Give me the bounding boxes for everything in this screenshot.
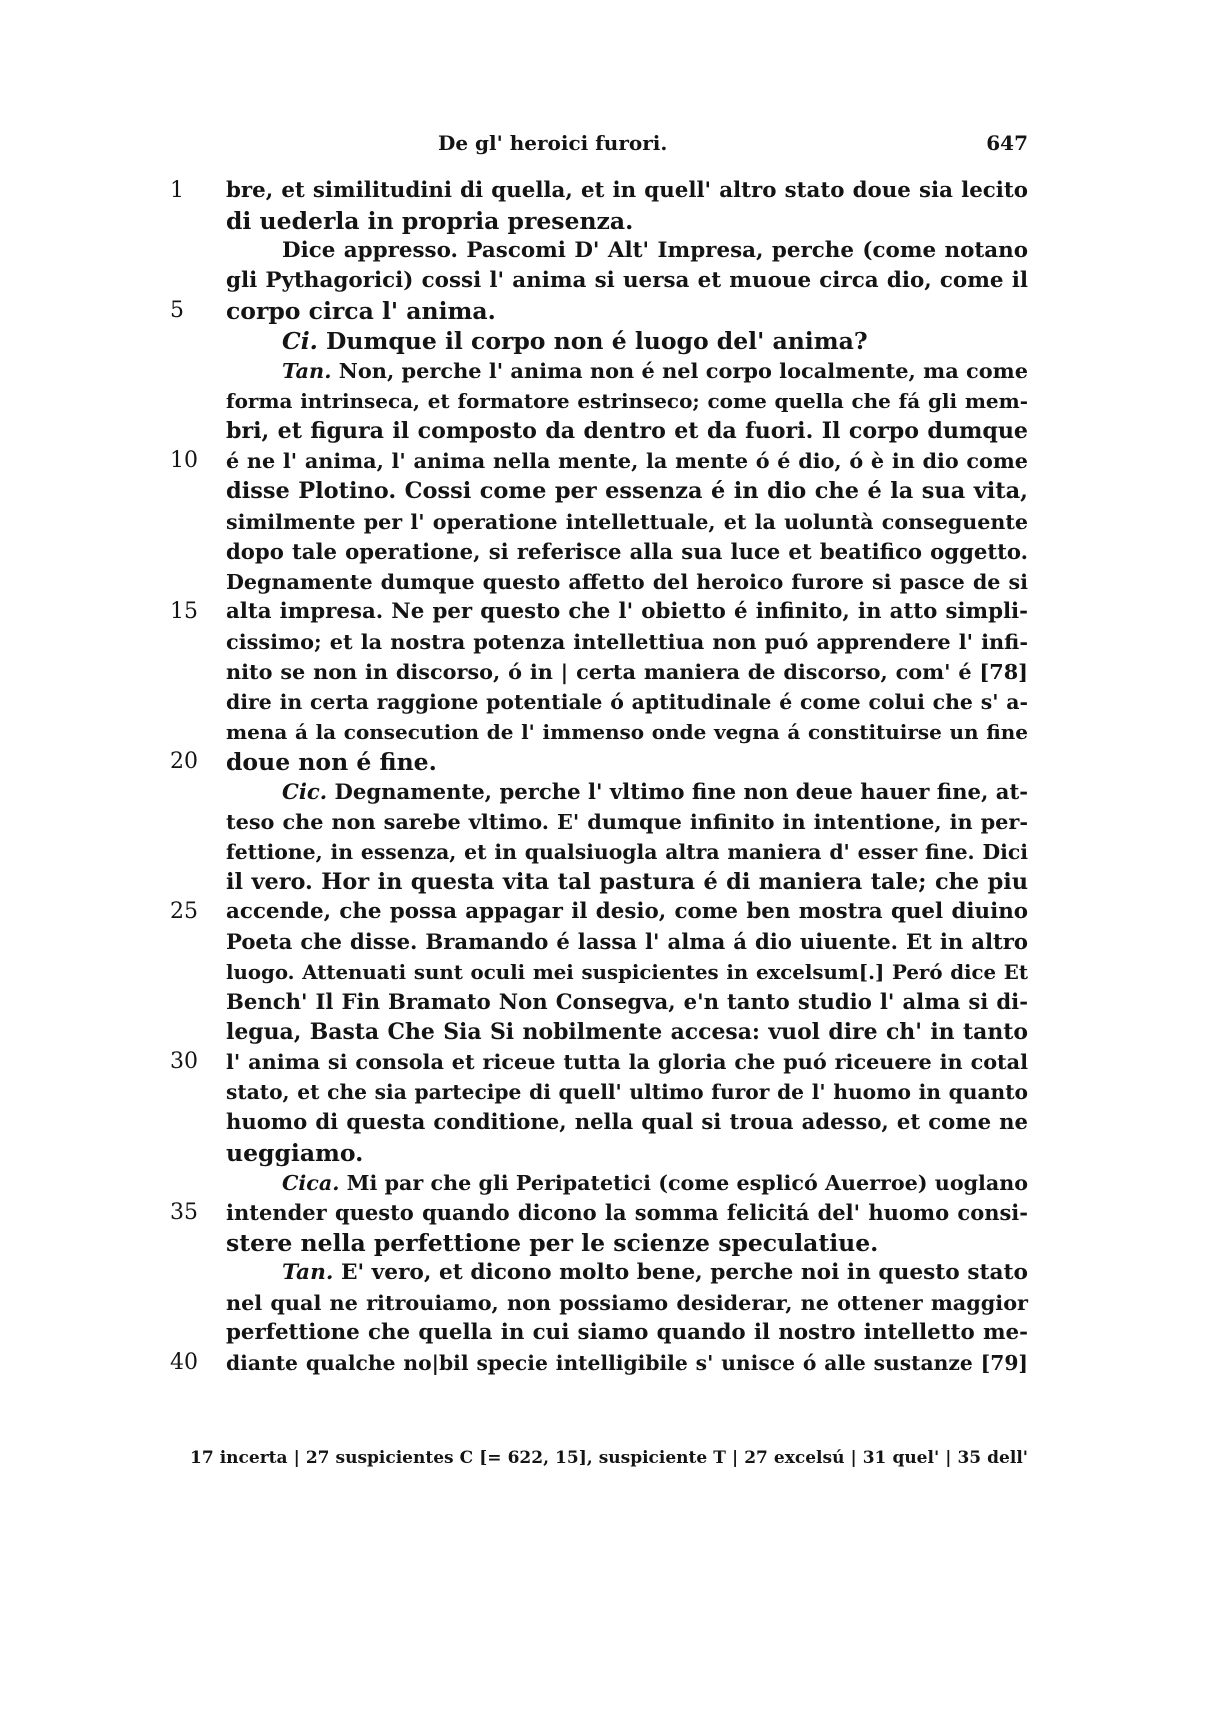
line-text: fettione, in essenza, et in qualsiuogla altra maniera d' esser fine. Dici (226, 840, 1028, 865)
line-number: 25 (170, 899, 198, 925)
line-number: 10 (170, 448, 198, 474)
line-text: accende, che possa appagar il desio, come ben mostra quel diuino (226, 899, 1028, 925)
running-head (226, 131, 1028, 161)
line-text: alta impresa. Ne per questo che l' obietto é infinito, in atto simpli- (226, 598, 1028, 624)
speaker-label: Tan. (282, 1259, 334, 1285)
text-line (226, 507, 1028, 537)
text-line (226, 266, 1028, 296)
line-text: Mi par che gli Peripatetici (come esplicó Auerroe) uoglano (346, 1170, 1029, 1195)
line-text: legua, Basta Che Sia Si nobilmente accesa: vuol dire ch' in tanto (226, 1019, 1028, 1046)
text-line (226, 837, 1028, 867)
text-line (226, 687, 1028, 717)
text-line (226, 206, 1028, 236)
text-line (226, 807, 1028, 837)
text-line (226, 777, 1028, 807)
text-line (170, 897, 1028, 927)
line-number: 35 (170, 1199, 198, 1225)
line-number: 40 (170, 1349, 198, 1375)
text-line (226, 1107, 1028, 1137)
text-line (226, 717, 1028, 747)
speaker-label: Tan. (282, 358, 332, 384)
line-text: nito se non in discorso, ó in | certa maniera de discorso, com' é [78] (226, 658, 1028, 684)
text-line (170, 1198, 1028, 1228)
text-line (170, 597, 1028, 627)
text-line (170, 446, 1028, 476)
line-text: diante qualche no|bil specie intelligibile s' unisce ó alle sustanze [79] (226, 1350, 1028, 1375)
text-line (226, 1138, 1028, 1168)
line-text: huomo di questa conditione, nella qual si troua adesso, et come ne (226, 1109, 1028, 1135)
running-title: De gl' heroici furori. (438, 131, 668, 155)
line-text: E' vero, et dicono molto bene, perche noi in questo stato (340, 1259, 1028, 1285)
text-line (226, 867, 1028, 897)
text-line (226, 1228, 1028, 1258)
line-text: Poeta che disse. Bramando é lassa l' alma á dio uiuente. Et in altro (226, 929, 1028, 955)
text-line (226, 1168, 1028, 1198)
line-text: forma intrinseca, et formatore estrinseco; come quella che fá gli mem- (226, 389, 1028, 414)
text-block (170, 176, 1029, 1378)
line-text: dopo tale operatione, si referisce alla sua luce et beatifico oggetto. (226, 538, 1028, 564)
text-line (226, 416, 1028, 446)
line-text: gli Pythagorici) cossi l' anima si uersa et muoue circa dio, come il (226, 268, 1028, 294)
line-text: nel qual ne ritrouiamo, non possiamo desiderar, ne ottener maggior (226, 1289, 1028, 1315)
line-text: perfettione che quella in cui siamo quando il nostro intelletto me- (226, 1319, 1028, 1345)
text-line (226, 627, 1028, 657)
footnote: 17 incerta | 27 suspicientes C [= 622, 15], suspiciente T | 27 excelsú | 31 quel' | 35 dell' (190, 1448, 1028, 1468)
text-line (226, 927, 1028, 957)
line-text: Dumque il corpo non é luogo del' anima? (326, 327, 868, 356)
line-text: teso che non sarebe vltimo. E' dumque infinito in intentione, in per- (226, 808, 1028, 834)
text-line (226, 1077, 1028, 1107)
text-line (170, 296, 1028, 326)
line-text: stato, et che sia partecipe di quell' ultimo furor de l' huomo in quanto (226, 1080, 1028, 1105)
line-text: cissimo; et la nostra potenza intellettiua non puó apprendere l' infi- (226, 628, 1028, 654)
line-text: di uederla in propria presenza. (226, 207, 634, 236)
text-line (226, 957, 1028, 987)
line-text: dire in certa raggione potentiale ó aptitudinale é come colui che s' a- (226, 689, 1028, 714)
speaker-label: Cica. (282, 1170, 340, 1195)
line-text: similmente per l' operatione intellettuale, et la uoluntà conseguente (226, 509, 1028, 534)
line-text: ueggiamo. (226, 1138, 364, 1167)
speaker-label: Cic. (282, 778, 328, 804)
text-line (170, 747, 1028, 777)
line-text: corpo circa l' anima. (226, 297, 496, 326)
text-line (170, 176, 1028, 206)
text-line (226, 657, 1028, 687)
text-line (170, 1348, 1028, 1378)
line-number: 1 (170, 178, 184, 203)
line-text: il vero. Hor in questa vita tal pastura é di maniera tale; che piu (226, 869, 1028, 896)
line-text: é ne l' anima, l' anima nella mente, la mente ó é dio, ó è in dio come (226, 449, 1028, 474)
line-text: bri, et figura il composto da dentro et da fuori. Il corpo dumque (226, 418, 1028, 445)
speaker-label: Ci. (282, 327, 318, 356)
text-line (226, 1288, 1028, 1318)
line-text: stere nella perfettione per le scienze speculatiue. (226, 1228, 879, 1257)
text-line (226, 1258, 1028, 1288)
text-line (226, 537, 1028, 567)
line-text: luogo. Attenuati sunt oculi mei suspicientes in excelsum[.] Peró dice Et (226, 960, 1028, 985)
text-line (226, 567, 1028, 597)
text-line (226, 476, 1028, 506)
line-text: Degnamente, perche l' vltimo fine non deue hauer fine, at- (334, 778, 1028, 804)
line-number: 20 (170, 748, 198, 774)
line-number: 30 (170, 1049, 198, 1075)
text-line (226, 236, 1028, 266)
text-line (226, 386, 1028, 416)
line-text: intender questo quando dicono la somma felicitá del' huomo consi- (226, 1199, 1028, 1225)
text-line (170, 1047, 1028, 1077)
line-number: 5 (170, 298, 184, 324)
line-text: disse Plotino. Cossi come per essenza é in dio che é la sua vita, (226, 478, 1028, 505)
line-number: 15 (170, 598, 198, 624)
line-text: l' anima si consola et riceue tutta la gloria che puó riceuere in cotal (226, 1049, 1028, 1075)
line-text: mena á la consecution de l' immenso onde vegna á constituirse un fine (226, 719, 1028, 744)
text-line (226, 1017, 1028, 1047)
text-line (226, 1318, 1028, 1348)
text-line (226, 356, 1028, 386)
line-text: doue non é fine. (226, 747, 437, 776)
line-text: bre, et similitudini di quella, et in quell' altro stato doue sia lecito (226, 178, 1028, 203)
line-text: Bench' Il Fin Bramato Non Consegva, e'n tanto studio l' alma si di- (226, 989, 1028, 1015)
line-text: Degnamente dumque questo affetto del heroico furore si pasce de si (226, 569, 1028, 594)
page-number: 647 (986, 131, 1028, 155)
text-line (226, 987, 1028, 1017)
line-text: Dice appresso. Pascomi D' Alt' Impresa, perche (come notano (282, 238, 1028, 264)
line-text: Non, perche l' anima non é nel corpo localmente, ma come (338, 358, 1028, 384)
text-line (226, 326, 1028, 356)
